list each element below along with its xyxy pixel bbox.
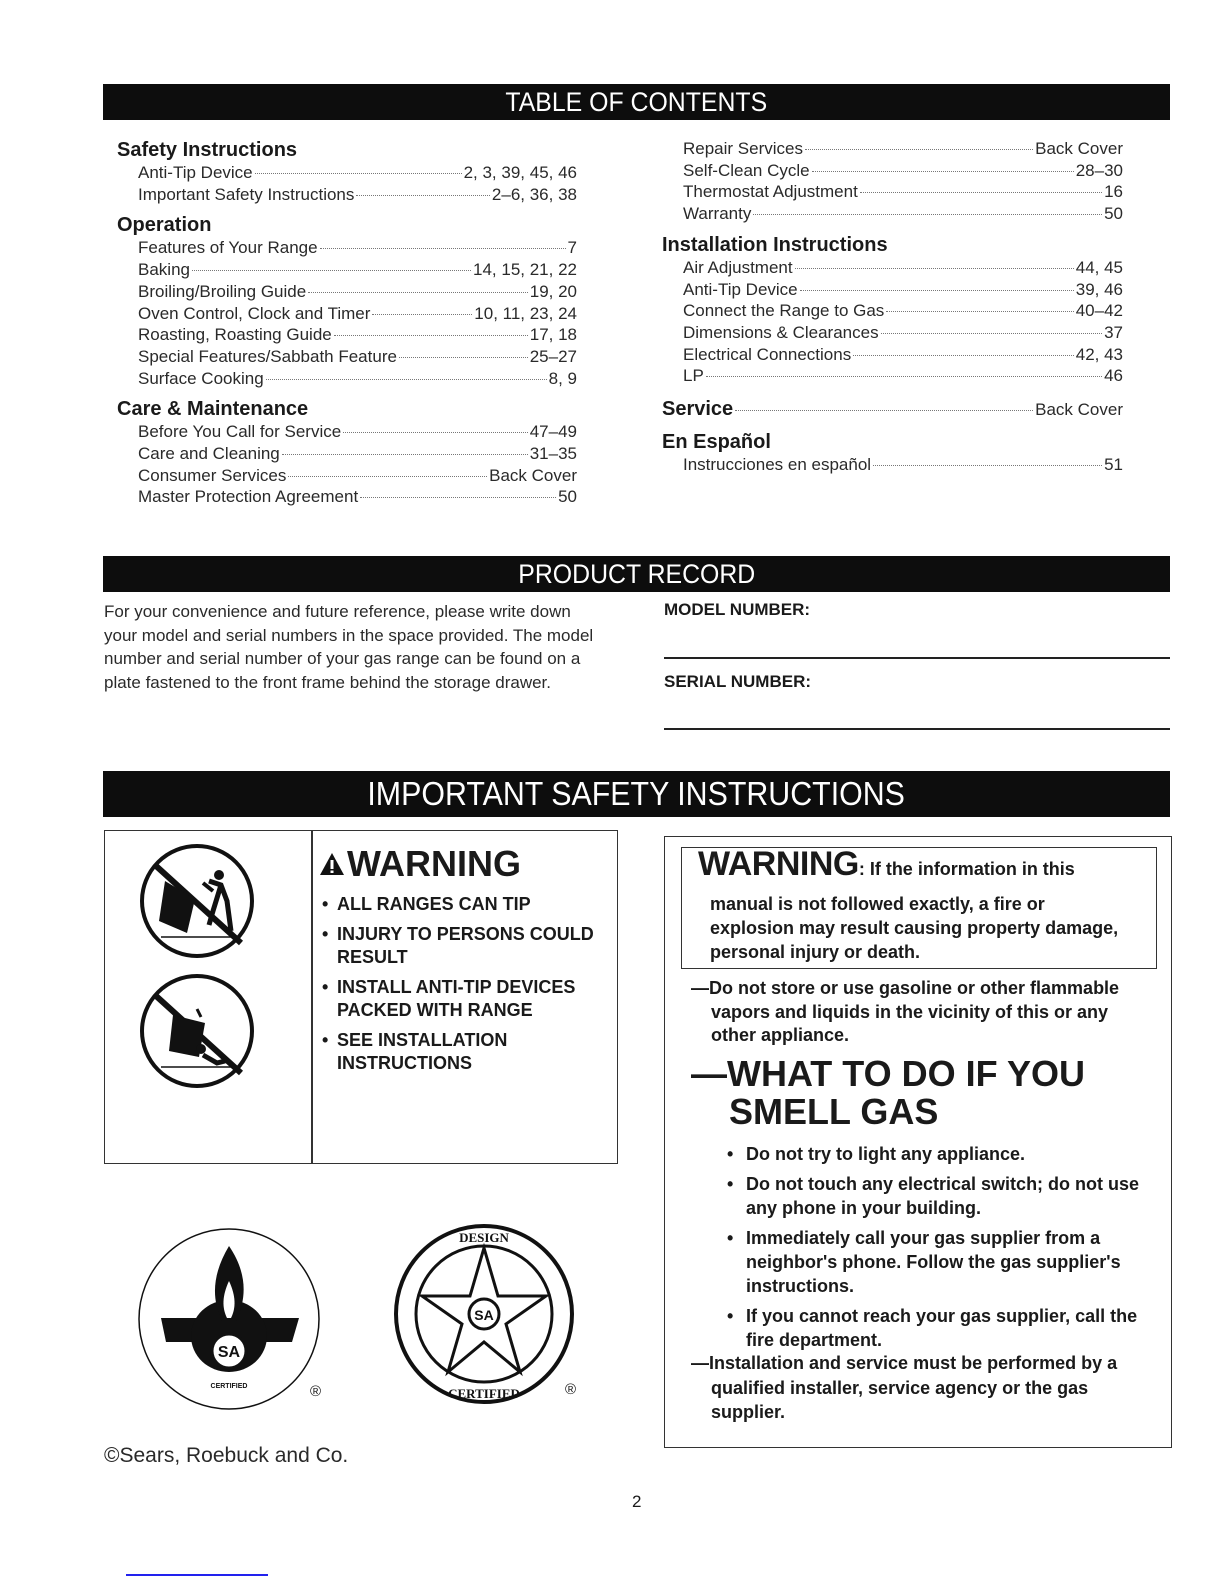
toc-entry[interactable]: Instrucciones en español 51 — [683, 455, 1123, 475]
toc-entry[interactable]: Surface Cooking 8, 9 — [138, 368, 577, 388]
toc-heading-safety: Safety Instructions — [117, 139, 298, 161]
toc-entry[interactable]: Master Protection Agreement 50 — [138, 487, 577, 507]
toc-entry[interactable]: LP 46 — [683, 366, 1123, 386]
toc-entry[interactable]: Broiling/Broiling Guide 19, 20 — [138, 281, 577, 301]
toc-entry[interactable]: Connect the Range to Gas 40–42 — [683, 301, 1123, 321]
smell-gas-steps — [727, 1142, 1167, 1358]
smell-gas-heading: —WHAT TO DO IF YOU SMELL GAS — [691, 1053, 1085, 1132]
toc-entry[interactable]: Warranty 50 — [683, 204, 1123, 224]
warning-triangle-icon — [319, 852, 345, 876]
serial-number-field[interactable] — [664, 728, 1170, 730]
toc-left-column — [117, 138, 577, 508]
csa-design-certified-logo — [392, 1222, 576, 1406]
registered-mark: ® — [310, 1383, 322, 1400]
toc-entry[interactable]: Features of Your Range 7 — [138, 238, 577, 258]
anti-tip-bullet: • ALL RANGES CAN TIP — [319, 893, 609, 916]
smell-gas-step: • Do not try to light any appliance. — [727, 1142, 1167, 1166]
toc-entry[interactable]: Thermostat Adjustment 16 — [683, 182, 1123, 202]
toc-entry[interactable]: Important Safety Instructions 2–6, 36, 38 — [138, 184, 577, 204]
toc-entry[interactable]: Oven Control, Clock and Timer 10, 11, 23, 24 — [138, 303, 577, 323]
model-number-label: MODEL NUMBER: — [664, 600, 811, 619]
toc-entry[interactable]: Anti-Tip Device 39, 46 — [683, 279, 1123, 299]
smell-gas-step: • Do not touch any electrical switch; do not use any phone in your building. — [727, 1172, 1167, 1220]
toc-entry[interactable]: Repair Services Back Cover — [683, 139, 1123, 158]
gas-dont-store-text: —Do not store or use gasoline or other flammable vapors and liquids in the vicinity of this or any other appliance. — [691, 978, 1120, 1045]
installation-service-note: —Installation and service must be performed by a qualified installer, service agency or the gas supplier. — [691, 1353, 1118, 1422]
toc-entry[interactable]: Consumer Services Back Cover — [138, 465, 577, 485]
toc-entry[interactable]: Special Features/Sabbath Feature 25–27 — [138, 346, 577, 366]
svg-text:SA: SA — [474, 1307, 494, 1323]
footer-link[interactable] — [126, 1574, 268, 1576]
toc-entry[interactable]: Roasting, Roasting Guide 17, 18 — [138, 325, 577, 345]
product-record-title: PRODUCT RECORD — [518, 559, 755, 589]
page-number: 2 — [632, 1492, 642, 1511]
svg-text:DESIGN: DESIGN — [459, 1230, 509, 1245]
toc-heading-operation: Operation — [117, 214, 212, 237]
toc-heading-espanol: En Español — [662, 431, 771, 454]
toc-entry[interactable]: Self-Clean Cycle 28–30 — [683, 160, 1123, 180]
toc-entry[interactable]: Electrical Connections 42, 43 — [683, 344, 1123, 364]
toc-entry-service[interactable]: Service Back Cover — [662, 398, 1123, 421]
toc-entry[interactable]: Dimensions & Clearances 37 — [683, 322, 1123, 342]
gas-warning-heading: WARNING: If the information in this — [698, 845, 1075, 883]
product-record-banner — [103, 556, 1170, 592]
toc-entry[interactable]: Air Adjustment 44, 45 — [683, 257, 1123, 277]
toc-heading-care: Care & Maintenance — [117, 398, 309, 421]
warning-box-divider — [311, 831, 313, 1163]
anti-tip-bullet: • SEE INSTALLATION INSTRUCTIONS — [319, 1029, 609, 1075]
gas-warning-box — [664, 836, 1172, 1448]
anti-tip-bullet: • INJURY TO PERSONS COULD RESULT — [319, 923, 609, 969]
toc-entry[interactable]: Before You Call for Service 47–49 — [138, 422, 577, 442]
gas-warning-inner-box — [681, 847, 1157, 969]
anti-tip-warning-list — [319, 893, 609, 1082]
toc-right-column — [662, 138, 1123, 476]
toc-entry[interactable]: Anti-Tip Device 2, 3, 39, 45, 46 — [138, 163, 577, 182]
copyright-notice: ©Sears, Roebuck and Co. — [104, 1444, 349, 1467]
gas-warning-body: manual is not followed exactly, a fire or explosion may result causing property damage, personal injury or death. — [710, 894, 1119, 962]
anti-tip-warning-box — [104, 830, 618, 1164]
anti-tip-bullet: • INSTALL ANTI-TIP DEVICES PACKED WITH RANGE — [319, 976, 609, 1022]
safety-banner-title: IMPORTANT SAFETY INSTRUCTIONS — [367, 775, 906, 812]
safety-banner — [103, 771, 1170, 817]
svg-text:CERTIFIED: CERTIFIED — [448, 1386, 520, 1401]
toc-entry[interactable]: Baking 14, 15, 21, 22 — [138, 260, 577, 280]
anti-tip-warning-title: WARNING — [319, 843, 521, 885]
toc-entry[interactable]: Care and Cleaning 31–35 — [138, 444, 577, 464]
smell-gas-step: • Immediately call your gas supplier from a neighbor's phone. Follow the gas supplier's instructions. — [727, 1226, 1167, 1298]
model-number-field[interactable] — [664, 657, 1170, 659]
toc-heading-service: Service — [662, 398, 734, 421]
toc-heading-installation: Installation Instructions — [662, 233, 888, 256]
smell-gas-step: • If you cannot reach your gas supplier, call the fire department. — [727, 1304, 1167, 1352]
range-tip-child-prohibited-icon — [137, 971, 257, 1091]
range-tip-person-prohibited-icon — [137, 841, 257, 961]
serial-number-label: SERIAL NUMBER: — [664, 672, 812, 691]
svg-text:CERTIFIED: CERTIFIED — [210, 1383, 248, 1390]
product-record-description: For your convenience and future reference, please write down your model and serial numbers in the space provided. The model number and serial number of your gas range can be found on a plate fastened to the front frame behind the storage drawer. — [104, 602, 594, 692]
toc-banner — [103, 84, 1170, 120]
registered-mark: ® — [565, 1381, 577, 1398]
csa-flame-certified-logo — [136, 1226, 322, 1412]
toc-banner-title: TABLE OF CONTENTS — [505, 87, 768, 117]
svg-text:SA: SA — [217, 1344, 241, 1361]
